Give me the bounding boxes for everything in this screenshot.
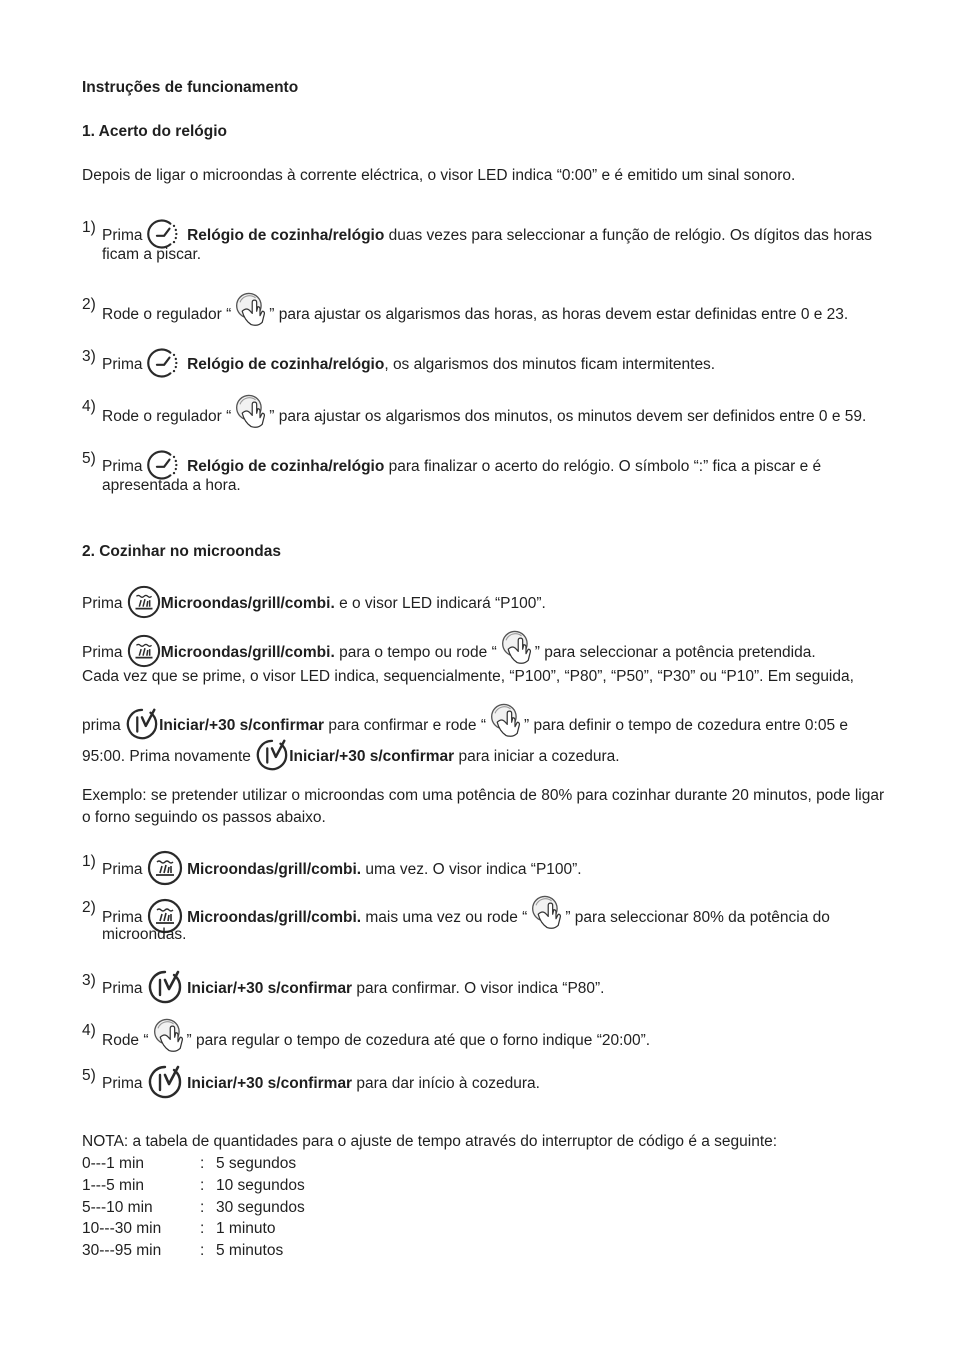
text: prima xyxy=(82,717,121,735)
step-cell: 30 segundos xyxy=(216,1198,305,1216)
step-text: duas vezes para seleccionar a função de relógio. Os dígitos das horas xyxy=(384,227,873,245)
step-text: Prima xyxy=(102,861,143,879)
list-item xyxy=(102,218,872,254)
step-number: 1) xyxy=(82,219,96,236)
start-confirm-icon xyxy=(255,738,289,772)
text: e o visor LED indicará “P100”. xyxy=(334,595,546,613)
step-text: Prima xyxy=(102,909,143,927)
sep-cell: : xyxy=(200,1155,205,1172)
step-text: ” para seleccionar 80% da potência do xyxy=(565,909,830,927)
clock-icon xyxy=(147,345,183,381)
step-text: Prima xyxy=(102,980,143,998)
example-text: Exemplo: se pretender utilizar o microondas com uma potência de 80% para cozinhar durante 20 minutos, pode ligar xyxy=(82,787,885,804)
sep-cell: : xyxy=(200,1220,205,1238)
paragraph: Cada vez que se prime, o visor LED indica, sequencialmente, “P100”, “P80”, “P50”, “P30” ou “P10”. Em seguida, xyxy=(82,668,854,685)
example-text: o forno seguindo os passos abaixo. xyxy=(82,809,326,826)
step-text: Prima xyxy=(102,1075,143,1093)
step-text: Rode “ xyxy=(102,1032,149,1050)
knob-hand-icon xyxy=(497,627,535,667)
step-number: 2) xyxy=(82,296,96,313)
button-label: Relógio de cozinha/relógio xyxy=(187,227,385,245)
list-item xyxy=(102,1066,540,1102)
text: Prima xyxy=(82,644,123,662)
microwave-icon xyxy=(147,850,183,886)
section-1-title: 1. Acerto do relógio xyxy=(82,123,227,140)
sep-cell: : xyxy=(200,1176,205,1194)
start-confirm-icon xyxy=(147,1064,183,1100)
text: Prima xyxy=(82,595,123,613)
step-cell: 10 segundos xyxy=(216,1176,305,1194)
list-item xyxy=(102,852,582,888)
text: para o tempo ou rode “ xyxy=(334,644,497,662)
step-text: Prima xyxy=(102,458,143,476)
microwave-icon xyxy=(127,585,161,619)
range-cell: 5---10 min xyxy=(82,1198,153,1216)
text: ” para definir o tempo de cozedura entre 0:05 e xyxy=(524,717,849,735)
note-text: NOTA: a tabela de quantidades para o ajuste de tempo através do interruptor de código é a seguinte: xyxy=(82,1133,778,1150)
button-label: Relógio de cozinha/relógio xyxy=(187,356,385,374)
knob-hand-icon xyxy=(231,391,269,431)
button-label: Microondas/grill/combi. xyxy=(160,595,335,613)
step-continuation: apresentada a hora. xyxy=(102,477,241,494)
step-text: para confirmar. O visor indica “P80”. xyxy=(352,980,605,998)
text: ” para seleccionar a potência pretendida. xyxy=(534,644,816,662)
button-label: Microondas/grill/combi. xyxy=(187,909,362,927)
list-item xyxy=(102,397,866,437)
step-number: 1) xyxy=(82,853,96,870)
step-text: uma vez. O visor indica “P100”. xyxy=(361,861,582,879)
text: para confirmar e rode “ xyxy=(324,717,487,735)
knob-hand-icon xyxy=(149,1015,187,1055)
paragraph xyxy=(82,587,546,621)
step-text: Rode o regulador “ xyxy=(102,408,232,426)
step-number: 4) xyxy=(82,1022,96,1039)
step-cell: 5 segundos xyxy=(216,1155,297,1172)
step-number: 5) xyxy=(82,450,96,467)
step-text: ” para regular o tempo de cozedura até que o forno indique “20:00”. xyxy=(186,1032,651,1050)
step-text: ” para ajustar os algarismos dos minutos, os minutos devem ser definidos entre 0 e 59. xyxy=(269,408,867,426)
step-text: , os algarismos dos minutos ficam intermitentes. xyxy=(384,356,716,374)
list-item xyxy=(102,347,715,383)
list-item xyxy=(102,295,848,335)
section-1-intro: Depois de ligar o microondas à corrente eléctrica, o visor LED indica “0:00” e é emitido um sinal sonoro. xyxy=(82,167,796,184)
list-item xyxy=(102,971,605,1007)
step-text: ” para ajustar os algarismos das horas, as horas devem estar definidas entre 0 e 23. xyxy=(269,306,849,324)
page-heading: Instruções de funcionamento xyxy=(82,79,299,96)
button-label: Microondas/grill/combi. xyxy=(160,644,335,662)
step-text: Prima xyxy=(102,356,143,374)
button-label: Relógio de cozinha/relógio xyxy=(187,458,385,476)
step-number: 3) xyxy=(82,972,96,989)
text: 95:00. Prima novamente xyxy=(82,748,251,766)
range-cell: 0---1 min xyxy=(82,1155,145,1172)
step-continuation: microondas. xyxy=(102,926,187,943)
step-cell: 1 minuto xyxy=(216,1220,276,1238)
step-text: para dar início à cozedura. xyxy=(352,1075,540,1093)
button-label: Iniciar/+30 s/confirmar xyxy=(289,748,455,766)
button-label: Iniciar/+30 s/confirmar xyxy=(187,1075,353,1093)
list-item xyxy=(102,1021,650,1061)
step-continuation: ficam a piscar. xyxy=(102,246,202,263)
paragraph xyxy=(82,740,620,774)
step-number: 5) xyxy=(82,1067,96,1084)
step-text: Rode o regulador “ xyxy=(102,306,232,324)
knob-hand-icon xyxy=(527,892,565,932)
range-cell: 30---95 min xyxy=(82,1242,162,1260)
step-number: 2) xyxy=(82,899,96,916)
section-2-title: 2. Cozinhar no microondas xyxy=(82,543,281,560)
button-label: Iniciar/+30 s/confirmar xyxy=(187,980,353,998)
knob-hand-icon xyxy=(231,289,269,329)
step-number: 3) xyxy=(82,348,96,365)
start-confirm-icon xyxy=(125,707,159,741)
step-text: para finalizar o acerto do relógio. O símbolo “:” fica a piscar e é xyxy=(384,458,822,476)
sep-cell: : xyxy=(200,1198,205,1216)
text: para iniciar a cozedura. xyxy=(454,748,620,766)
microwave-icon xyxy=(127,634,161,668)
range-cell: 1---5 min xyxy=(82,1176,145,1194)
knob-hand-icon xyxy=(486,700,524,740)
start-confirm-icon xyxy=(147,969,183,1005)
step-text: mais uma vez ou rode “ xyxy=(361,909,528,927)
button-label: Microondas/grill/combi. xyxy=(187,861,362,879)
step-text: Prima xyxy=(102,227,143,245)
sep-cell: : xyxy=(200,1242,205,1260)
step-number: 4) xyxy=(82,398,96,415)
range-cell: 10---30 min xyxy=(82,1220,162,1238)
list-item xyxy=(102,898,830,938)
button-label: Iniciar/+30 s/confirmar xyxy=(159,717,325,735)
step-cell: 5 minutos xyxy=(216,1242,284,1260)
